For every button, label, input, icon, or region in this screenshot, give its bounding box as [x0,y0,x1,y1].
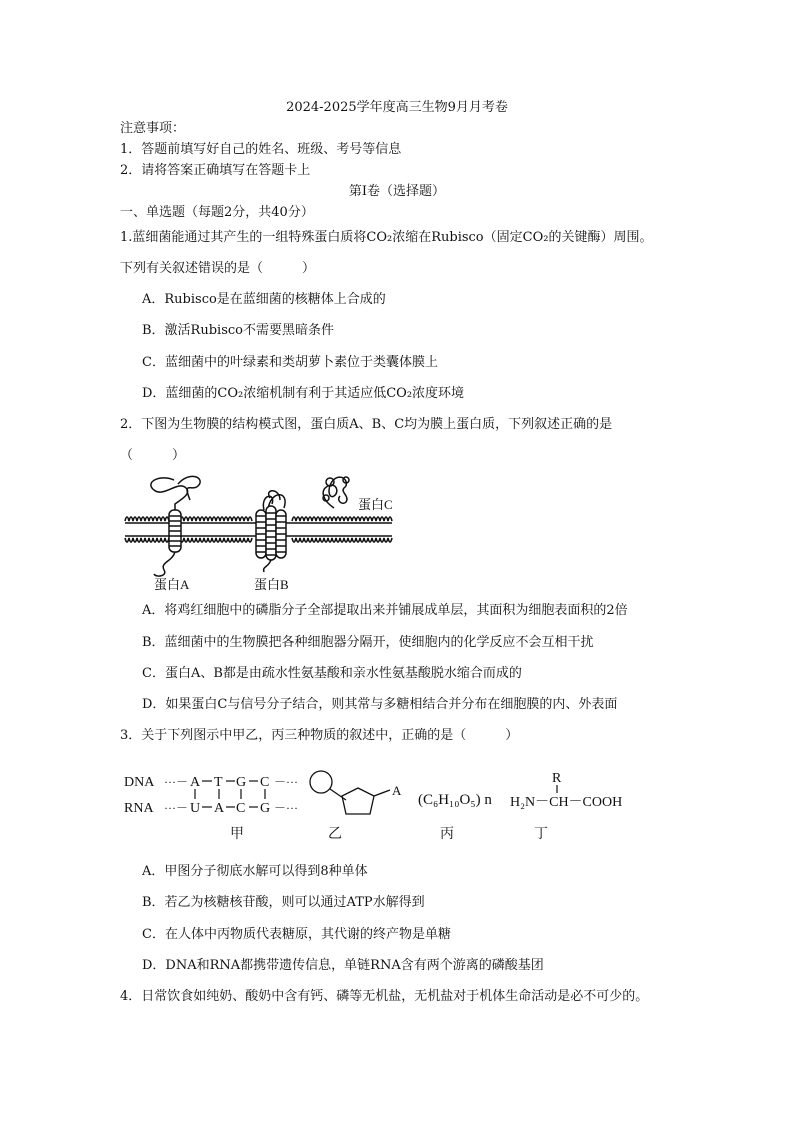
protein-c-label: 蛋白C [358,497,393,512]
q3-option-c: C．在人体中丙物质代表糖原，其代谢的终产物是单糖 [142,927,451,942]
q2-option-d: D．如果蛋白C与信号分子结合，则其常与多糖相结合并分布在细胞膜的内、外表面 [142,697,618,712]
section-title: 一、单选题（每题2分，共40分） [120,205,314,220]
q3-option-d: D．DNA和RNA都携带遗传信息，单链RNA含有两个游离的磷酸基团 [142,958,544,973]
notice-item: 1．答题前填写好自己的姓名、班级、考号等信息 [120,142,402,157]
notice-item: 2．请将答案正确填写在答题卡上 [120,163,311,178]
dna-label: DNA [124,775,155,790]
nucleotide-shape [310,771,390,814]
polysaccharide-formula: (C₆H₁₀O₅) n [418,792,492,808]
dna-base: A [190,775,201,790]
protein-b-label: 蛋白B [254,577,289,592]
protein-a-label: 蛋白A [154,577,190,592]
q2-option-c: C．蛋白A、B都是由疏水性氨基酸和亲水性氨基酸脱水缩合而成的 [142,666,522,681]
q1-option-b: B．激活Rubisco不需要黑暗条件 [142,323,334,338]
caption-bing: 丙 [440,827,454,842]
caption-ding: 丁 [534,827,548,842]
amino-acid-r-group: R [552,771,562,786]
exam-title: 2024-2025学年度高三生物9月月考卷 [286,100,508,115]
dna-base: C [260,775,270,790]
svg-text:···－: ···－ [164,775,188,789]
rna-base: C [236,801,246,816]
dna-base: G [236,775,247,790]
membrane-structure-figure [120,470,420,598]
question-3-stem: 3．关于下列图示中甲乙，丙三种物质的叙述中，正确的是（ ） [120,728,519,743]
protein-b-shape [256,491,286,572]
q3-option-a: A．甲图分子彻底水解可以得到8种单体 [142,864,368,879]
question-1-stem-cont: 下列有关叙述错误的是（ ） [120,261,316,276]
caption-yi: 乙 [328,827,342,842]
q1-option-d: D．蓝细菌的CO₂浓缩机制有利于其适应低CO₂浓度环境 [142,386,465,401]
amino-acid-formula: H₂N－CH－COOH [510,795,623,810]
nucleotide-base: A [392,783,402,798]
caption-jia: 甲 [230,827,244,842]
svg-text:－···: －··· [274,801,298,815]
rna-base: U [190,801,201,816]
q2-option-a: A．将鸡红细胞中的磷脂分子全部提取出来并铺展成单层，其面积为细胞表面积的2倍 [142,603,628,618]
q3-option-b: B．若乙为核糖核苷酸，则可以通过ATP水解得到 [142,895,425,910]
svg-text:···－: ···－ [164,801,188,815]
q1-option-a: A．Rubisco是在蓝细菌的核糖体上合成的 [142,292,386,307]
rna-base: A [214,801,225,816]
question-2-stem-cont: （ ） [120,448,186,463]
rna-base: G [260,801,271,816]
svg-text:－···: －··· [274,775,298,789]
dna-base: T [214,775,223,790]
question-4-stem: 4．日常饮食如纯奶、酸奶中含有钙、磷等无机盐，无机盐对于机体生命活动是必不可少的。 [120,989,649,1004]
protein-a-shape [151,476,200,576]
notice-heading: 注意事项： [120,121,186,136]
q1-option-c: C．蓝细菌中的叶绿素和类胡萝卜素位于类囊体膜上 [142,355,438,370]
substances-figure [118,760,648,844]
question-2-stem: 2．下图为生物膜的结构模式图，蛋白质A、B、C均为膜上蛋白质，下列叙述正确的是 [120,417,613,432]
rna-label: RNA [124,801,154,816]
q2-option-b: B．蓝细菌中的生物膜把各种细胞器分隔开，使细胞内的化学反应不会互相干扰 [142,635,594,650]
question-1-stem: 1.蓝细菌能通过其产生的一组特殊蛋白质将CO₂浓缩在Rubisco（固定CO₂的关键酶）周围。 [120,230,653,245]
part-title: 第Ⅰ卷（选择题） [348,184,446,199]
protein-c-shape [323,477,349,508]
